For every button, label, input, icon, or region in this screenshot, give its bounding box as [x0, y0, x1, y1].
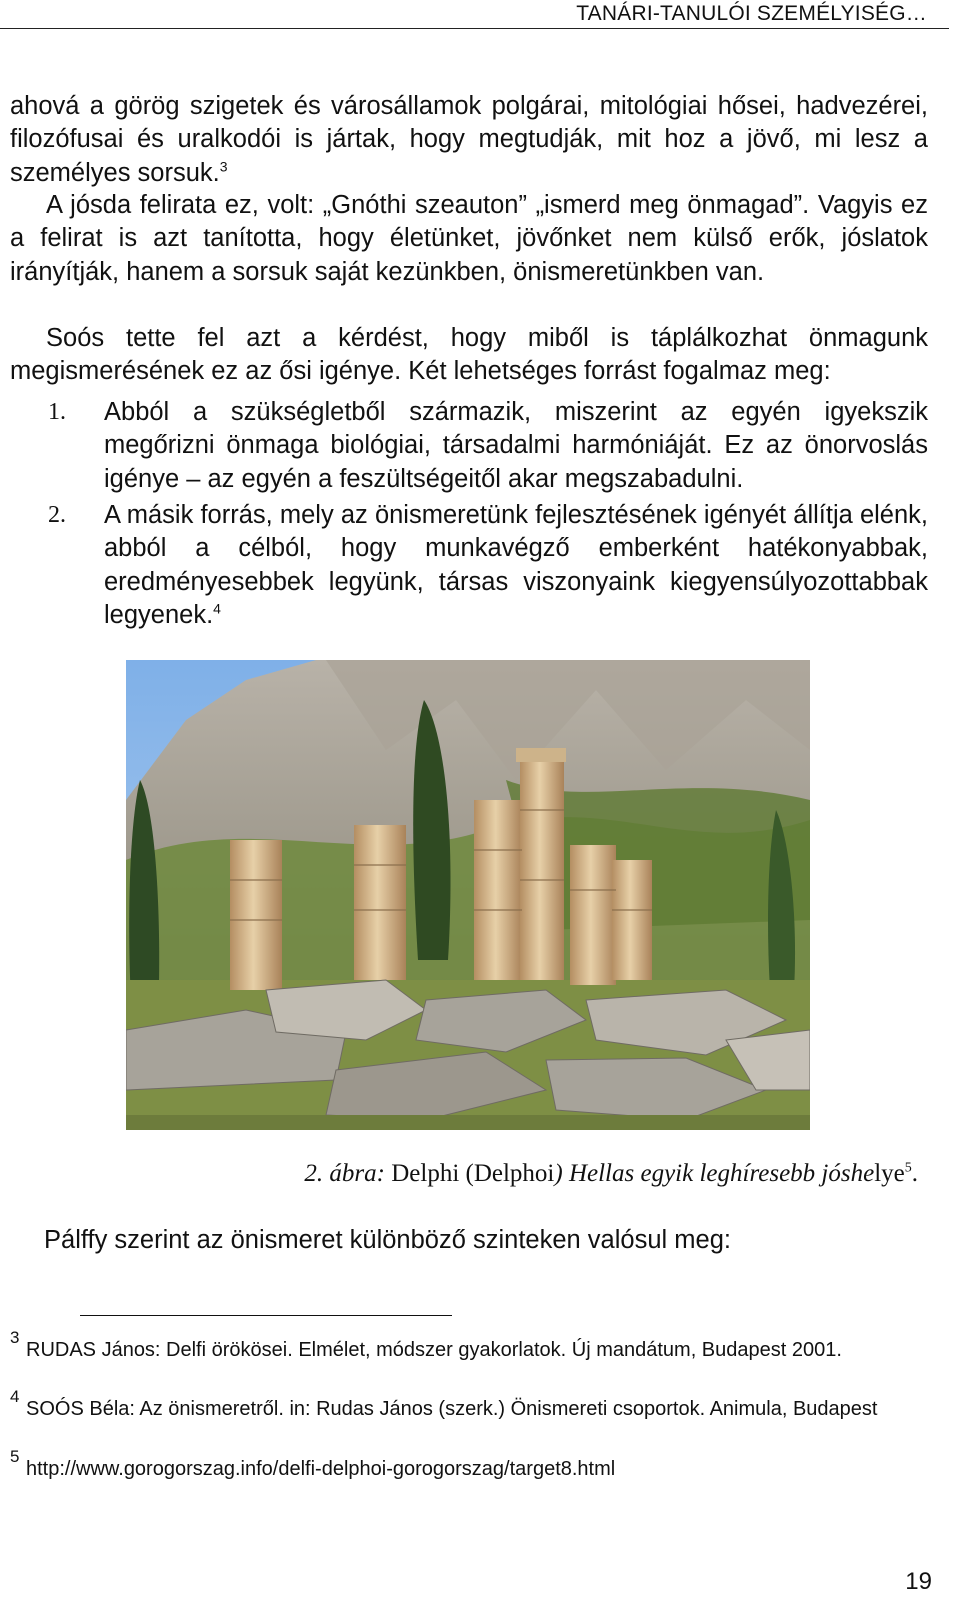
paragraph-2-text: A jósda felirata ez, volt: „Gnóthi szeauton” „ismerd meg önmagad”. Vagyis ez a felirat is azt tanította, hogy életünket, jövőnket nem külső erők, jóslatok irányítják, hanem a sorsuk saját kezünkben, önismeretünkben van. — [10, 191, 928, 286]
running-header — [0, 0, 949, 29]
list-text: A másik forrás, mely az önismeretünk fejlesztésének igényét állítja elénk, abból a célból, hogy munkavégző emberként hatékonyabbak, eredményesebbek legyünk, társas viszonyaink kiegyensúlyozottabbak legyenek.$^4$ — [104, 501, 928, 629]
footnote-text: SOÓS Béla: Az önismeretről. in: Rudas János (szerk.) Önismereti csoportok. Animula, Budapest — [26, 1398, 878, 1420]
paragraph-1 — [10, 90, 928, 190]
caption-plain: Delphi (Delphoi — [391, 1160, 555, 1187]
footnote-text: RUDAS János: Delfi örökösei. Elmélet, módszer gyakorlatok. Új mandátum, Budapest 2001. — [26, 1339, 842, 1361]
list-text: Abból a szükségletből származik, miszerint az egyén igyekszik megőrizni önmaga biológiai, társadalmi harmóniáját. Ez az önorvoslás igénye – az egyén a feszültségeitől akar megszabadulni. — [104, 398, 928, 493]
footnote-5 — [10, 1447, 930, 1484]
figure-caption: 2. ábra: Delphi (Delphoi) Hellas egyik leghíresebb jóshelye$^5$. — [304, 1160, 918, 1187]
footnote-3 — [10, 1328, 930, 1389]
footnote-4 — [10, 1387, 930, 1448]
footnote-mark: 5 — [10, 1447, 20, 1466]
delphi-ruins-illustration — [126, 660, 810, 1130]
footnote-ref-3[interactable]: 3 — [219, 158, 228, 175]
paragraph-3-text: Soós tette fel azt a kérdést, hogy miből is táplálkozhat önmagunk megismerésének ez az ősi igénye. Két lehetséges forrást fogalmaz meg: — [10, 324, 928, 386]
footnote-ref-5[interactable]: 5 — [904, 1160, 912, 1176]
caption-label: 2. ábra: — [304, 1160, 385, 1187]
section-intro-line: Pálffy szerint az önismeret különböző szinteken valósul meg: — [44, 1226, 731, 1254]
paragraph-3 — [10, 322, 928, 389]
list-number: 2. — [48, 502, 66, 528]
page-number: 19 — [905, 1568, 932, 1595]
footnote-mark: 4 — [10, 1387, 20, 1406]
delphi-photo — [126, 660, 810, 1130]
caption-end: lye — [874, 1160, 905, 1187]
footnote-ref-4[interactable]: 4 — [213, 600, 221, 617]
paragraph-1-text: ahová a görög szigetek és városállamok polgárai, mitológiai hősei, hadvezérei, filozófusai és uralkodói is jártak, hogy megtudják, mit hoz a jövő, mi lesz a személyes sorsuk. — [10, 92, 928, 187]
footnote-mark: 3 — [10, 1328, 20, 1347]
paragraph-2 — [10, 189, 928, 289]
header-title: TANÁRI-TANULÓI SZEMÉLYISÉG… — [576, 2, 927, 25]
caption-italic: ) Hellas egyik leghíresebb jóshe — [554, 1160, 875, 1187]
footnote-separator — [80, 1315, 452, 1316]
list-number: 1. — [48, 399, 66, 425]
footnote-link[interactable]: http://www.gorogorszag.info/delfi-delphoi-gorogorszag/target8.html — [26, 1458, 616, 1480]
